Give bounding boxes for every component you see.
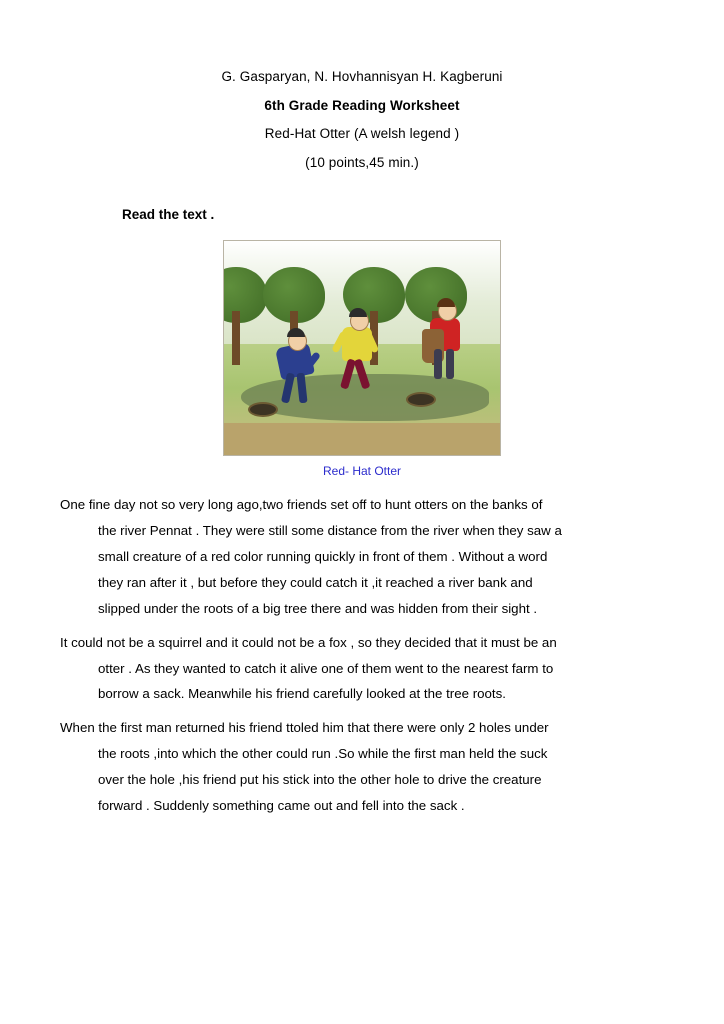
- authors-line: G. Gasparyan, N. Hovhannisyan H. Kagberuni: [221, 69, 503, 84]
- figure-caption: Red- Hat Otter: [322, 464, 402, 478]
- paragraph-1-line-5: slipped under the roots of a big tree there and was hidden from their sight .: [98, 600, 538, 616]
- paragraph-2-line-2: otter . As they wanted to catch it alive one of them went to the nearest farm to: [98, 660, 554, 676]
- paragraph-3-line-4: forward . Suddenly something came out and fell into the sack .: [98, 798, 465, 814]
- man-in-red-with-sack-figure: [420, 301, 476, 391]
- otter-hunt-illustration: [223, 240, 501, 456]
- page-title: 6th Grade Reading Worksheet: [264, 97, 460, 113]
- burrow-hole-icon: [406, 392, 436, 407]
- paragraph-1-line-1: One fine day not so very long ago,two friends set off to hunt otters on the banks of: [60, 497, 543, 512]
- figure-block: [60, 240, 664, 478]
- paragraph-1-line-2: the river Pennat . They were still some distance from the river when they saw a: [98, 522, 562, 538]
- man-in-yellow-figure: [328, 311, 398, 411]
- document-header: [60, 0, 664, 169]
- paragraph-3-line-3: over the hole ,his friend put his stick into the other hole to drive the creature: [98, 772, 542, 788]
- paragraph-3-line-2: the roots ,into which the other could run .So while the first man held the suck: [98, 746, 548, 762]
- passage-paragraph-2: [60, 630, 664, 708]
- man-in-blue-figure: [272, 325, 332, 411]
- passage-paragraph-1: [60, 492, 664, 622]
- paragraph-3-line-1: When the first man returned his friend ttoled him that there were only 2 holes under: [60, 720, 549, 736]
- reading-passage: [60, 492, 664, 819]
- river-bank: [224, 423, 500, 455]
- paragraph-2-line-3: borrow a sack. Meanwhile his friend carefully looked at the tree roots.: [98, 686, 506, 702]
- paragraph-2-line-1: It could not be a squirrel and it could not be a fox , so they decided that it must be an: [60, 634, 557, 650]
- points-duration: (10 points,45 min.): [305, 154, 419, 170]
- instruction-heading: Read the text .: [122, 207, 215, 222]
- story-subtitle: Red-Hat Otter (A welsh legend ): [264, 126, 460, 141]
- paragraph-1-line-3: small creature of a red color running quickly in front of them . Without a word: [98, 548, 548, 564]
- paragraph-1-line-4: they ran after it , but before they could catch it ,it reached a river bank and: [98, 574, 533, 590]
- passage-paragraph-3: [60, 715, 664, 819]
